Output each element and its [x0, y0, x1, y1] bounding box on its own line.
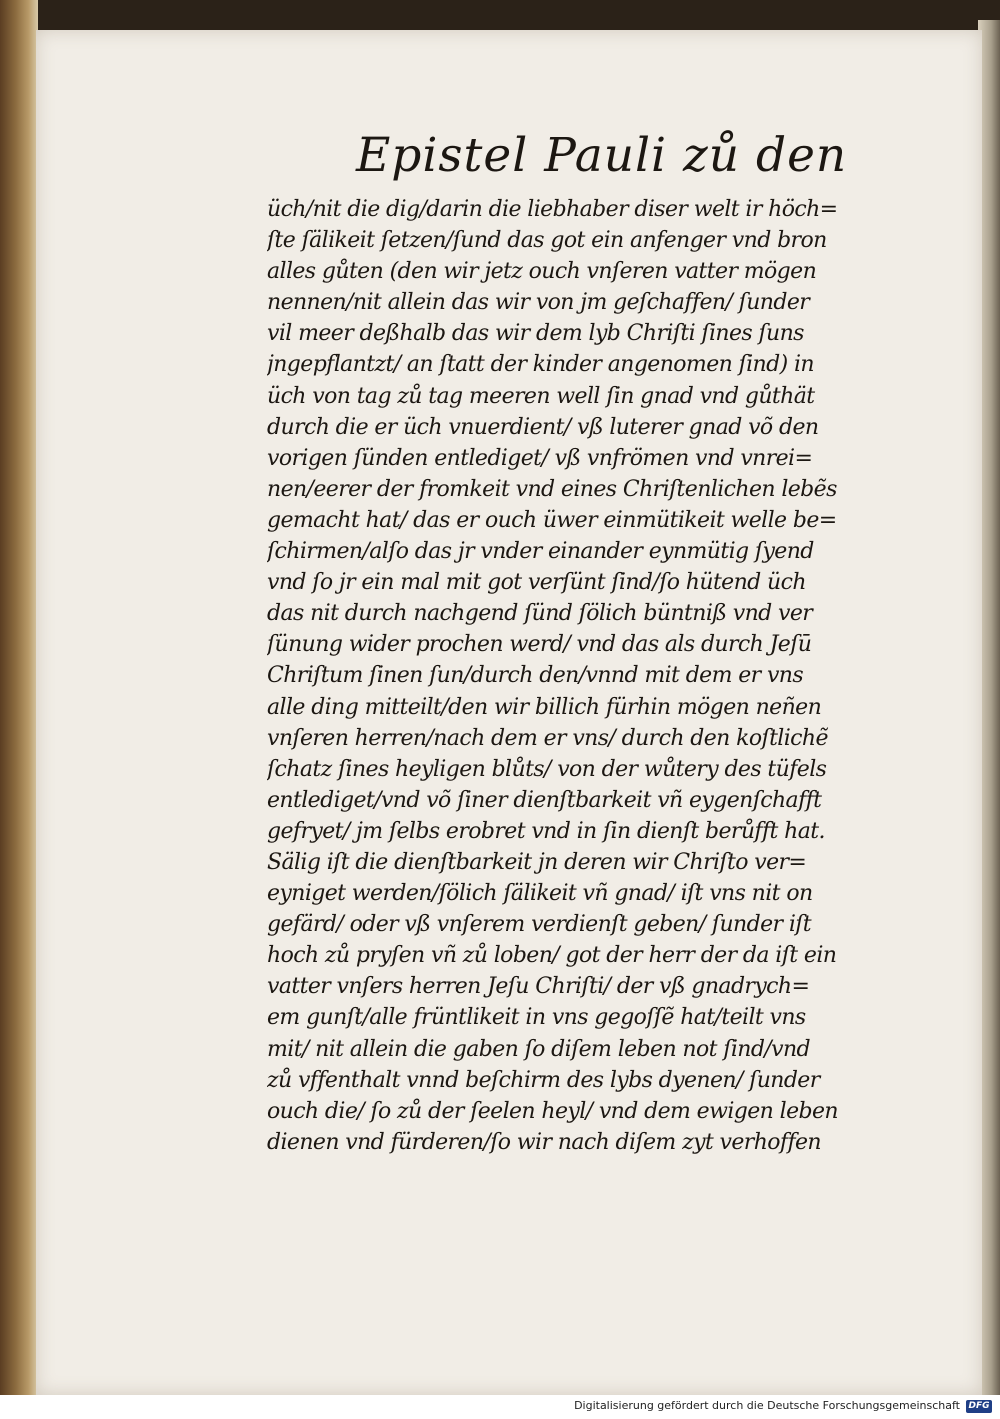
text-line: zů vffenthalt vnnd beſchirm des lybs dyenen/ ſunder [267, 1067, 820, 1093]
text-line: mit/ nit allein die gaben ſo diſem leben not ſind/vnd [267, 1036, 810, 1062]
text-line: vatter vnſers herren Jeſu Chriſti/ der vß gnadrych= [267, 974, 810, 1000]
text-line: dienen vnd fürderen/ſo wir nach diſem zyt verhoffen [267, 1129, 821, 1155]
text-line: üch/nit die dig/darin die liebhaber diser welt ir höch= [267, 197, 838, 222]
text-line: vnd ſo jr ein mal mit got verſünt ſind/ſo hütend üch [267, 570, 806, 596]
body-text [267, 194, 915, 1158]
page-heading: Epistel Pauli zů den [356, 128, 848, 183]
text-line: em gunſt/alle früntlikeit in vns gegoſſẽ hat/teilt vns [267, 1005, 806, 1031]
text-line: das nit durch nachgend ſünd ſölich büntniß vnd ver [267, 601, 813, 627]
footer-bar [0, 1395, 1000, 1419]
text-line: gefärd/ oder vß vnſerem verdienſt geben/ ſunder iſt [267, 912, 812, 938]
text-line: gefryet/ jm ſelbs erobret vnd in ſin dienſt berůfft hat. [267, 818, 825, 844]
text-line: nen/eerer der fromkeit vnd eines Chriſtenlichen lebẽs [267, 476, 837, 502]
text-line: eyniget werden/ſölich ſälikeit vñ gnad/ iſt vns nit on [267, 881, 813, 907]
text-line: ſte ſälikeit ſetzen/ſund das got ein anfenger vnd bron [267, 228, 827, 254]
text-line: Chriſtum ſinen ſun/durch den/vnnd mit dem er vns [267, 663, 804, 689]
text-line: jngepflantzt/ an ſtatt der kinder angenomen ſind) in [267, 352, 814, 378]
text-line: Sälig iſt die dienſtbarkeit jn deren wir Chriſto ver= [267, 849, 807, 875]
text-line: ſünung wider prochen werd/ vnd das als durch Jeſū [267, 632, 812, 658]
text-line: entlediget/vnd võ ſiner dienſtbarkeit vñ eygenſchafft [267, 787, 822, 813]
text-line: hoch zů pryſen vñ zů loben/ got der herr der da iſt ein [267, 943, 837, 969]
dfg-logo: DFG [966, 1400, 992, 1413]
funding-notice: Digitalisierung gefördert durch die Deutsche Forschungsgemeinschaft [574, 1399, 960, 1412]
text-line: alle ding mitteilt/den wir billich fürhin mögen neñen [267, 694, 822, 720]
text-line: vorigen ſünden entlediget/ vß vnfrömen vnd vnrei= [267, 445, 813, 471]
text-line: ouch die/ ſo zů der ſeelen heyl/ vnd dem ewigen leben [267, 1098, 838, 1124]
text-line: vil meer deßhalb das wir dem lyb Chriſti ſines ſuns [267, 321, 804, 347]
text-line: ſchatz ſines heyligen blůts/ von der wůtery des tüfels [267, 756, 827, 782]
text-line: ſchirmen/alſo das jr vnder einander eynmütig ſyend [267, 539, 814, 565]
book-binding [0, 0, 38, 1395]
text-line: vnſeren herren/nach dem er vns/ durch den koſtlichẽ [267, 725, 828, 751]
text-line: nennen/nit allein das wir von jm geſchaffen/ ſunder [267, 290, 810, 316]
text-line: durch die er üch vnuerdient/ vß luterer gnad võ den [267, 414, 819, 440]
text-line: üch von tag zů tag meeren well ſin gnad vnd gůthät [267, 383, 815, 409]
text-line: alles gůten (den wir jetz ouch vnſeren vatter mögen [267, 259, 817, 285]
text-line: gemacht hat/ das er ouch üwer einmütikeit welle be= [267, 507, 837, 533]
